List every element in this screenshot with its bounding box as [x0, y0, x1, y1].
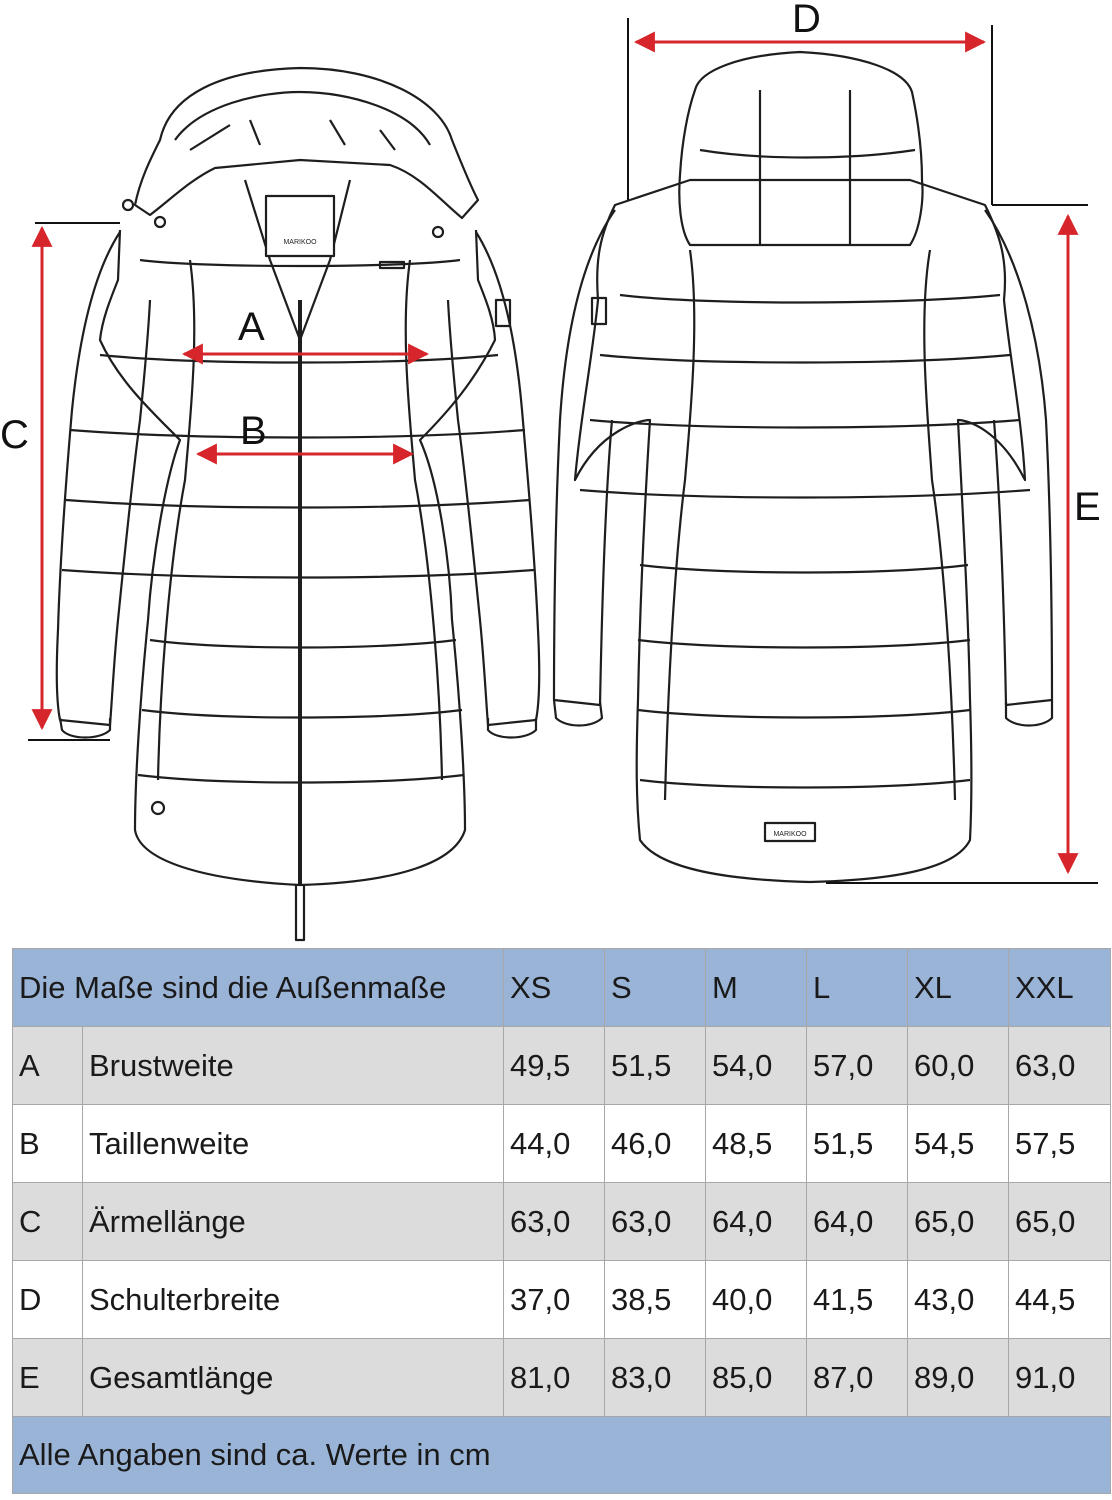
table-cell: 91,0 [1009, 1339, 1111, 1417]
table-row [13, 1105, 1111, 1183]
hood-snap-left [123, 200, 133, 210]
table-cell: 64,0 [706, 1183, 807, 1261]
back-right-sleeve [985, 210, 1052, 705]
back-logo-text: MARIKOO [773, 831, 807, 838]
pocket-detail [152, 802, 164, 814]
row-code: E [13, 1339, 83, 1417]
table-cell: 41,5 [807, 1261, 908, 1339]
table-cell: 60,0 [908, 1027, 1009, 1105]
table-cell: 44,0 [504, 1105, 605, 1183]
size-header: S [605, 949, 706, 1027]
row-name: Taillenweite [83, 1105, 504, 1183]
row-name: Brustweite [83, 1027, 504, 1105]
table-cell: 63,0 [504, 1183, 605, 1261]
table-cell: 49,5 [504, 1027, 605, 1105]
row-name: Schulterbreite [83, 1261, 504, 1339]
back-left-sleeve [554, 210, 615, 705]
table-cell: 44,5 [1009, 1261, 1111, 1339]
table-cell: 64,0 [807, 1183, 908, 1261]
table-header-row [13, 949, 1111, 1027]
table-cell: 65,0 [908, 1183, 1009, 1261]
size-header: L [807, 949, 908, 1027]
table-footer-row [13, 1417, 1111, 1494]
footer-note: Alle Angaben sind ca. Werte in cm [13, 1417, 1111, 1494]
table-cell: 63,0 [605, 1183, 706, 1261]
table-cell: 57,5 [1009, 1105, 1111, 1183]
table-row [13, 1261, 1111, 1339]
table-cell: 81,0 [504, 1339, 605, 1417]
size-header: M [706, 949, 807, 1027]
row-code: B [13, 1105, 83, 1183]
table-cell: 89,0 [908, 1339, 1009, 1417]
jacket-front-view [57, 68, 540, 940]
row-name: Gesamtlänge [83, 1339, 504, 1417]
front-right-sleeve [448, 232, 539, 725]
measure-label-a: A [238, 305, 265, 349]
row-code: C [13, 1183, 83, 1261]
size-header: XL [908, 949, 1009, 1027]
table-cell: 63,0 [1009, 1027, 1111, 1105]
table-cell: 38,5 [605, 1261, 706, 1339]
size-chart-table [12, 948, 1111, 1494]
measure-label-e: E [1074, 485, 1101, 529]
measure-label-b: B [240, 409, 267, 453]
table-cell: 40,0 [706, 1261, 807, 1339]
table-cell: 48,5 [706, 1105, 807, 1183]
header-label: Die Maße sind die Außenmaße [13, 949, 504, 1027]
table-cell: 54,5 [908, 1105, 1009, 1183]
inner-logo-text: MARIKOO [283, 239, 317, 246]
hood-snap-right [433, 227, 443, 237]
front-body-outline [100, 230, 495, 885]
table-cell: 51,5 [807, 1105, 908, 1183]
size-header: XS [504, 949, 605, 1027]
table-cell: 43,0 [908, 1261, 1009, 1339]
table-cell: 46,0 [605, 1105, 706, 1183]
front-left-sleeve [57, 232, 150, 725]
table-row [13, 1339, 1111, 1417]
measure-label-c: C [0, 413, 29, 457]
row-code: D [13, 1261, 83, 1339]
size-header: XXL [1009, 949, 1111, 1027]
inner-logo-patch [266, 196, 334, 256]
table-cell: 65,0 [1009, 1183, 1111, 1261]
table-row [13, 1183, 1111, 1261]
table-cell: 57,0 [807, 1027, 908, 1105]
table-row [13, 1027, 1111, 1105]
row-code: A [13, 1027, 83, 1105]
table-cell: 85,0 [706, 1339, 807, 1417]
table-cell: 83,0 [605, 1339, 706, 1417]
table-cell: 51,5 [605, 1027, 706, 1105]
measure-label-d: D [792, 0, 821, 41]
table-cell: 87,0 [807, 1339, 908, 1417]
row-name: Ärmellänge [83, 1183, 504, 1261]
table-cell: 54,0 [706, 1027, 807, 1105]
back-hood [679, 52, 922, 245]
back-body-outline [575, 180, 1025, 882]
table-cell: 37,0 [504, 1261, 605, 1339]
